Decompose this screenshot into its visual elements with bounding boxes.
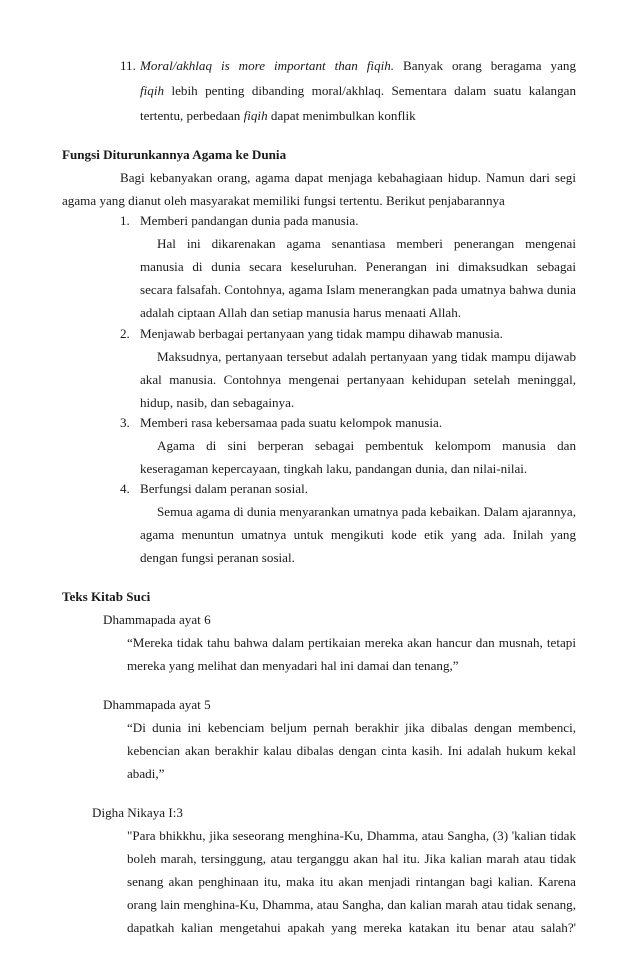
digha-nikaya-line-1: "Para bhikkhu, jika seseorang menghina-Ku, Dhamma, atau Sangha, (3) 'kalian tidak (127, 828, 576, 843)
dhammapada-5-line-3: abadi,” (127, 766, 165, 781)
fungsi-item-4-line-2: agama menuntun umatnya untuk mengikuti kode etik yang ada. Inilah yang (140, 527, 576, 542)
fungsi-item-1-line-1: Hal ini dikarenakan agama senantiasa memberi penerangan mengenai (157, 236, 576, 251)
digha-nikaya-line-5: dapatkah kalian mengetahui apakah yang mereka katakan itu benar atau salah?' (127, 920, 576, 935)
fungsi-item-4-line-1: Semua agama di dunia menyarankan umatnya pada kebaikan. Dalam ajarannya, (157, 504, 576, 519)
fungsi-item-1-line-2: manusia di dunia secara keseluruhan. Penerangan ini dimaksudkan sebagai (140, 259, 576, 274)
item-11-line-3-b: dapat menimbulkan konflik (267, 108, 416, 123)
item-11-line-2-text: lebih penting dibanding moral/akhlaq. Sementara dalam suatu kalangan (171, 83, 576, 98)
section-heading-fungsi: Fungsi Diturunkannya Agama ke Dunia (62, 147, 287, 162)
dhammapada-5-line-1: “Di dunia ini kebenciam beljum pernah berakhir jika dibalas dengan membenci, (127, 720, 576, 735)
item-11-line-3-emphasis: fiqih (243, 108, 268, 123)
item-11-line-1-emphasis: Moral/akhlaq is more important than fiqih. (140, 58, 395, 73)
fungsi-item-3-title: Memberi rasa kebersamaa pada suatu kelompok manusia. (140, 415, 443, 430)
dhammapada-6-line-2: mereka yang melihat dan menyadari hal ini damai dan tenang,” (127, 658, 459, 673)
fungsi-item-4-number: 4. (120, 481, 130, 496)
fungsi-item-2-line-2: akal manusia. Contohnya mengenai pertanyaan kehidupan setelah meninggal, (140, 372, 576, 387)
fungsi-item-1-number: 1. (120, 213, 130, 228)
digha-nikaya-line-2: boleh marah, tersinggung, atau terganggu akan hal itu. Jika kalian marah atau tidak (127, 851, 576, 866)
digha-nikaya-line-4: orang lain menghina-Ku, Dhamma, atau Sangha, dan kalian marah atau tidak senang, (127, 897, 576, 912)
fungsi-item-2-line-3: hidup, nasib, dan sebagainya. (140, 395, 295, 410)
fungsi-item-4-line-3: dengan fungsi peranan sosial. (140, 550, 295, 565)
dhammapada-5-title: Dhammapada ayat 5 (103, 697, 211, 712)
dhammapada-6-line-1: “Mereka tidak tahu bahwa dalam pertikaian mereka akan hancur dan musnah, tetapi (127, 635, 576, 650)
fungsi-intro-line-2: agama yang dianut oleh masyarakat memiliki fungsi tertentu. Berikut penjabarannya (62, 193, 505, 208)
fungsi-item-3-line-1: Agama di sini berperan sebagai pembentuk kelompom manusia dan (157, 438, 576, 453)
digha-nikaya-line-3: senang akan penghinaan itu, maka itu akan menjadi rintangan bagi kalian. Karena (127, 874, 576, 889)
fungsi-item-2-title: Menjawab berbagai pertanyaan yang tidak mampu dihawab manusia. (140, 326, 503, 341)
fungsi-item-2-line-1: Maksudnya, pertanyaan tersebut adalah pertanyaan yang tidak mampu dijawab (157, 349, 576, 364)
item-11-line-3 (140, 108, 416, 124)
fungsi-intro-line-1: Bagi kebanyakan orang, agama dapat menjaga kebahagiaan hidup. Namun dari segi (120, 170, 576, 185)
digha-nikaya-title: Digha Nikaya I:3 (92, 805, 183, 820)
dhammapada-5-line-2: kebencian akan berakhir kalau dibalas dengan cinta kasih. Ini adalah hukum kekal (127, 743, 576, 758)
fungsi-item-3-line-2: keseragaman kepercayaan, tingkah laku, pandangan dunia, dan nilai-nilai. (140, 461, 528, 476)
item-11-line-2-emphasis: fiqih (140, 83, 165, 98)
fungsi-item-4-title: Berfungsi dalam peranan sosial. (140, 481, 308, 496)
fungsi-item-1-line-4: adalah ciptaan Allah dan setiap manusia harus menaati Allah. (140, 305, 462, 320)
fungsi-item-3-number: 3. (120, 415, 130, 430)
item-11-line-1-text: Banyak orang beragama yang (403, 58, 576, 73)
dhammapada-6-title: Dhammapada ayat 6 (103, 612, 211, 627)
section-heading-teks-kitab-suci: Teks Kitab Suci (62, 589, 151, 604)
item-11-line-3-a: tertentu, perbedaan (140, 108, 244, 123)
item-11-line-2 (140, 83, 576, 99)
item-11-line-1 (140, 58, 576, 74)
fungsi-item-1-title: Memberi pandangan dunia pada manusia. (140, 213, 359, 228)
item-11-number: 11. (120, 58, 136, 73)
fungsi-item-1-line-3: secara falsafah. Contohnya, agama Islam menerangkan pada umatnya bahwa dunia (140, 282, 576, 297)
fungsi-item-2-number: 2. (120, 326, 130, 341)
